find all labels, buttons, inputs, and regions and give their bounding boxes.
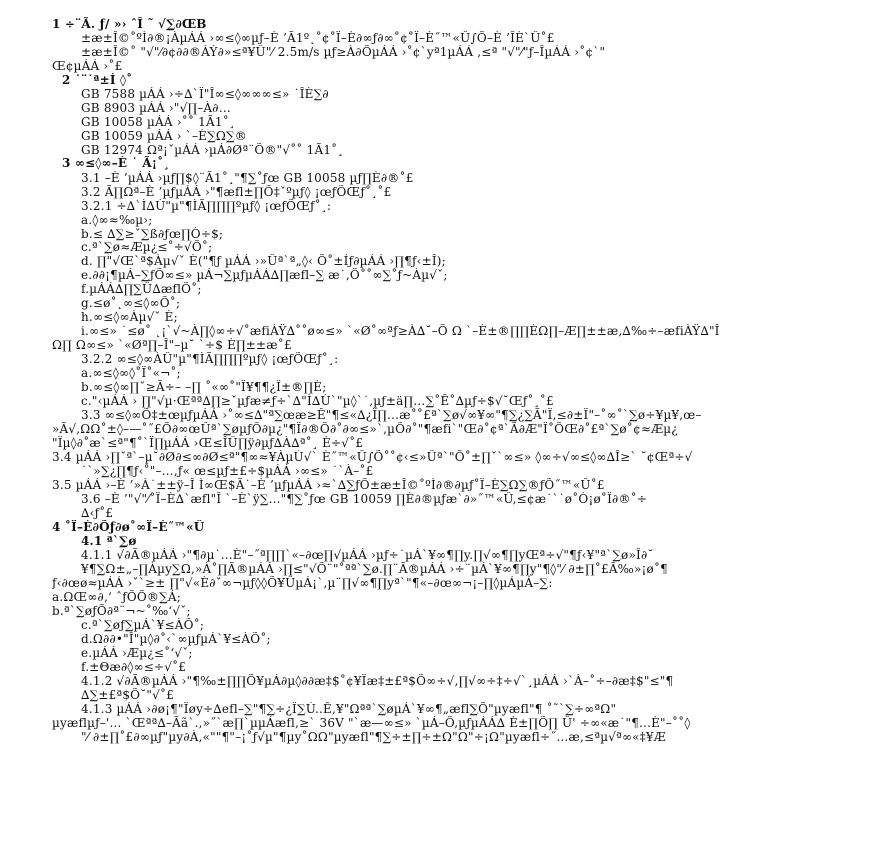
document-line: b.∞≤◊∞∏ˇ≥Ã÷– –∏ ˚«∞˚"Ï¥¶¶¿Ï±®∏È; xyxy=(81,380,327,394)
document-line: 3.1 –È ’µÁÁ ›µƒ∏$◊¨Ã1˚¸"¶∑˚ƒœ GB 10058 µƒ∏È∂®˚£ xyxy=(81,171,414,185)
document-line: GB 10059 µÁÁ › `–È∑Ω∑® xyxy=(81,129,248,143)
document-line: f.±Θæ∂◊∞≤÷√˚£ xyxy=(81,660,187,674)
document-line: e.∂∂¡¶µÁ–∑ƒÕ∞≤» µÁ¬∑µƒµÁÁ∆∏æfl–∑ æ˙,Õ˚˚∞∑˚ƒ~Àµ√ˇ; xyxy=(81,268,448,282)
document-line: 3 ∞≤◊∞–È ˙ Ã¡˚¸ xyxy=(62,156,170,170)
document-line: e.µÁÁ ›Æµ¿≤˚‘√ˇ; xyxy=(81,646,193,660)
document-line: c."‹µÁÁ › ∏"√µ·Œªª∆∏≥ˇµƒæ≠ƒ÷`∆"Ì∆Ù`"µ◊`˙,µƒ±ä∏…∑˚Ê˚∆µƒ÷$√˘Œƒ˚¸˚£ xyxy=(81,394,554,408)
document-line: 4.1.1 √∂Ã®µÁÁ ›"¶∂µ˙...È"–˝ª∏∏`«–∂œ∏√µÁÁ ›µƒ÷˙µÁ`¥∞¶∏y.∏√∞¶∏yŒª÷√"¶ƒ‹¥"ª`∑ø»Î∂˘ xyxy=(81,548,654,562)
document-line: d.Ω∂∂•"Î"µ◊∂˚‹`∞µƒµÁ`¥≤ÀÕ˚; xyxy=(81,632,271,646)
document-line: 3.6 –È ’"√"⁄˚Ï–È∆`æfl"Î `–È`ÿ∑..."¶∑˚ƒœ GB 10059 ∏È∂®µƒæ`∂»˝™«Û,≤¢æ˙`˙ø˚Ò¡ø˚Ï∂®˚÷ xyxy=(81,492,648,506)
document-line: ∆‹ƒ˚£ xyxy=(81,506,114,520)
document-line: c.ª`∑ø≈Æµ¿≤˚÷√Õ˚; xyxy=(81,240,213,254)
document-line: »Ã√,ΩΩ˚±◊–—˚˝£Õ∂∞œÛª`∑øµƒÕ∂µ¿"¶Ï∂®Õ∂˚∂∞≤»`,µÕ∂˚"¶æfi`"Œ∂˚¢ª`Ã∂Æ"Ï˚ÕŒ∂˚£ª`∑ø˚¢≈Æµ¿ xyxy=(52,422,678,436)
document-line: a.∞≤◊∞◊˚Ï˚«¬˚; xyxy=(81,366,181,380)
document-line: a.◊∞≈‰µ›; xyxy=(81,213,153,227)
document-line: 3.3 ∞≤◊∞Õ‡±œµƒµÁÁ ›˚∞≤∆"ª∑œæ≥Ê"¶≤«∆¿Ï∏…æ˚˚£ª`∑ø√∞¥∞"¶∑¿∑Ã"Ï,≤∂±Ï"–˚∞˚`∑ø÷¥µ¥,œ– xyxy=(81,408,702,422)
document-line: 3.2 Ã∏Ωª–È ’µƒµÁÁ ›"¶æfl±∏Õ‡ˇºµƒ◊ ¡œƒÕŒƒ˚¸˚£ xyxy=(81,185,392,199)
document-line: b.≤ ∆∑≥ˇ∑ß∂ƒœ∏Ò÷$; xyxy=(81,227,224,241)
document-line: GB 12974 Ωª¡ˇµÁÁ ›µÁ∂Øª¨Õ®"√˚˚ 1Ã1˚¸ xyxy=(81,143,344,157)
document-line: GB 7588 µÁÁ ›÷∆`Ï"Î∞≤◊∞∞∞≤» ˙ÎÈ∑∂ xyxy=(81,87,329,101)
document-line: GB 8903 µÁÁ ›"√∏–À∂… xyxy=(81,101,231,115)
document-line: ˙`»∑¿∏¶ƒ‹˚"–…,ƒ« œ≤µƒ±£÷$µÁÁ ›∞≤» ˙`À–˚£ xyxy=(81,464,374,478)
document-line: Œ¢µÁÁ ›˚£ xyxy=(52,59,123,73)
document-line: 4.1.3 µÁÁ ›∂ø¡¶"Ïøy÷∆efl–∑"¶∑÷¿Ï∑Ú..Ê,¥"Ωªª`∑øµÁ`¥∞¶„æfl∑Õ"µyæfl"¶ ˚˜`∑÷∞ªΩ" xyxy=(81,702,617,716)
document-line: a.ΩŒ∞∂‚‘ ˆƒÕÕ®∑Á; xyxy=(52,590,182,604)
document-line: 4.1.2 √∂Ã®µÁÁ ›"¶‰±∏∏Õ¥µÁ∂µ◊∂∂æ‡$˚¢¥Ïæ‡±£ª$Õ∞÷√,∏√∞÷‡÷√`¸µÁÁ ›`À–˚÷–∂æ‡$"≤"¶ xyxy=(81,674,674,688)
document-line: ±æ±Î©˚ºÌ∂®¡ÀµÁÁ ›∞≤◊∞µƒ–È ’Ã1º˛˚¢˚Ï–È∂∞ƒ∂∞˚¢˚Ï–È˝™«Û∫Õ–È ’ÎÈ`Û˚£ xyxy=(81,31,555,45)
document-line: ±æ±Î©˚ "√"⁄∂¢∂∂®ÀÝ∂»≤ª¥Û"⁄ 2.5m/s µƒ≥À∂ÕµÁÁ ›˚¢`yª1µÁÁ ,≤ª "√"⁄"ƒ–ÎµÁÁ ›˚¢`" xyxy=(81,45,606,59)
document-line: µyæflµƒ–'... `Œªª∆–Ãã`.,»˝`æ∏`µµÁæfl,≥` 36V "`æ—∞≤» `µÁ–Õ,µƒµÁÁ∆ È±∏Õ∏ Û' ÷∞«æ˙"¶...È"–˚˚◊ xyxy=(52,716,691,730)
document-line: f.µÁÁ∆∏∑Û∆æflÕ˚; xyxy=(81,282,202,296)
document-line: ƒ‹∂œø≈µÁÁ ›ˇ`≥± ∏"√«È∂ˇ∞¬µƒ◊◊Õ¥ÛµÁ¡`,µ¨∏√∞¶∏yª`"¶«–∂œ∞¬¡–∏◊µÁµÁ–∑: xyxy=(52,576,553,590)
document-line: d. ∏"√Œ`ª$Àµ√ˇ È("¶ƒ µÁÁ ›»Ûª`ª„◊‹ Õ˚±Íƒ∂µÁÁ ›∏¶ƒ‹±Î); xyxy=(81,254,446,268)
document-line: g.≤ø˚˛∞≤◊∞Õ˚; xyxy=(81,296,181,310)
document-line: GB 10058 µÁÁ ›˚˚ 1Ã1˚¸ xyxy=(81,115,236,129)
document-line: h.∞≤◊∞Àµ√ˇ È; xyxy=(81,310,178,324)
document-line: 3.4 µÁÁ ›∏ˇª`–µ˘∂Ø∂≤∞∂Ø≤ª"¶∞≈¥ÀµÙ√` È˝™«Û∫Õ˚˚¢‹≤»Ûª`"Õ˚±∏ˇ`∞≤» ◊∞÷√∞≤◊∞∆Î≥` ˘¢Œª÷√ xyxy=(52,450,693,464)
document-line: ¥¶∑Ω±„–∏Àµy∑Ω,»À˚∏Ã®µÁÁ ›∏≤"√Õ¨"˚ªª`∑ø.∏¨Ã®µÁÁ ›÷¨µÁ`¥∞¶∏y"¶◊"⁄ ∂±∏˚£Ã‰»¡ø˚¶ xyxy=(81,562,669,576)
document-line: Ω∏ Ω∞≤» `«Øª∏–Î"–µ˘ `÷$ È∏±±æ˚£ xyxy=(52,338,292,352)
document-line: ∆∑±£ª$Õ˘"√˚£ xyxy=(81,688,175,702)
document-line: c.ª`∑øƒ∑µÁ`¥≤ÀÕ˚; xyxy=(81,618,205,632)
document-line: 3.2.2 ∞≤◊∞ÀÛ"µ"¶ÌÃ∏∏∏ºµƒ◊ ¡œƒÕŒƒ˚¸: xyxy=(81,352,339,366)
document-line: 3.2.1 ÷∆`Ì∆Ù"µ"¶ÌÃ∏∏∏ºµƒ◊ ¡œƒÕŒƒ˚¸: xyxy=(81,199,332,213)
document-line: 4.1 ª`∑ø xyxy=(81,534,137,548)
document-line: i.∞≤» ˙≤ø˚ ˛¡`√~À∏◊∞÷√˚æfiÀŸ∆˚˚ø∞≤» `«Ø˚∞ªƒ≥À∆˘–Õ Ω `–È±®∏∏ÈΩ∏–Æ∏±±æ,∆‰÷–æfiÀŸ∆"Î xyxy=(81,324,720,338)
document-line: b.ª`∑øƒÕ∂ª¨¬~˚‰‘√ˇ; xyxy=(52,604,191,618)
document-line: 2 ˙¨˙ª±Í ◊˚ xyxy=(62,73,133,87)
document-line: "Ïµ◊∂˚æ`≤ª"¶˚`Ï∏µÁÁ ›Œ≤ÎÛ∏ÿ∂µƒ∆À∆ª˚¸ È÷√˚£ xyxy=(52,436,364,450)
document-line: "⁄ ∂±∏˚£∂∞µƒ"µy∂À,«""¶"–¡˚ƒ√µ"¶µy˚ΩΩ"µyæfl"¶∑÷±∏÷±Ω"Ω"÷¡Ω"µyæfl÷˝...æ,≤ªµ√ª∞«‡¥Æ xyxy=(81,730,666,744)
document-line: 4 ˚Ï–È∂Õƒ∂ø˚∞Ï–È˝™«Û xyxy=(52,520,205,534)
document-line: 1 ÷¨Ã. ƒ/ »› ˆÎ ˜ √∑∂ŒB xyxy=(52,17,207,31)
document-line: 3.5 µÁÁ ›–È ’»À˙±±ÿ–Î Ì∞Œ$Ã˙–È ’µƒµÁÁ ›≈`∆∑ƒÕ±æ±Î©˚ºÌ∂®∂µƒ˚Ï–È∑Ω∑®ƒÕ˝™«Û˚£ xyxy=(52,478,605,492)
